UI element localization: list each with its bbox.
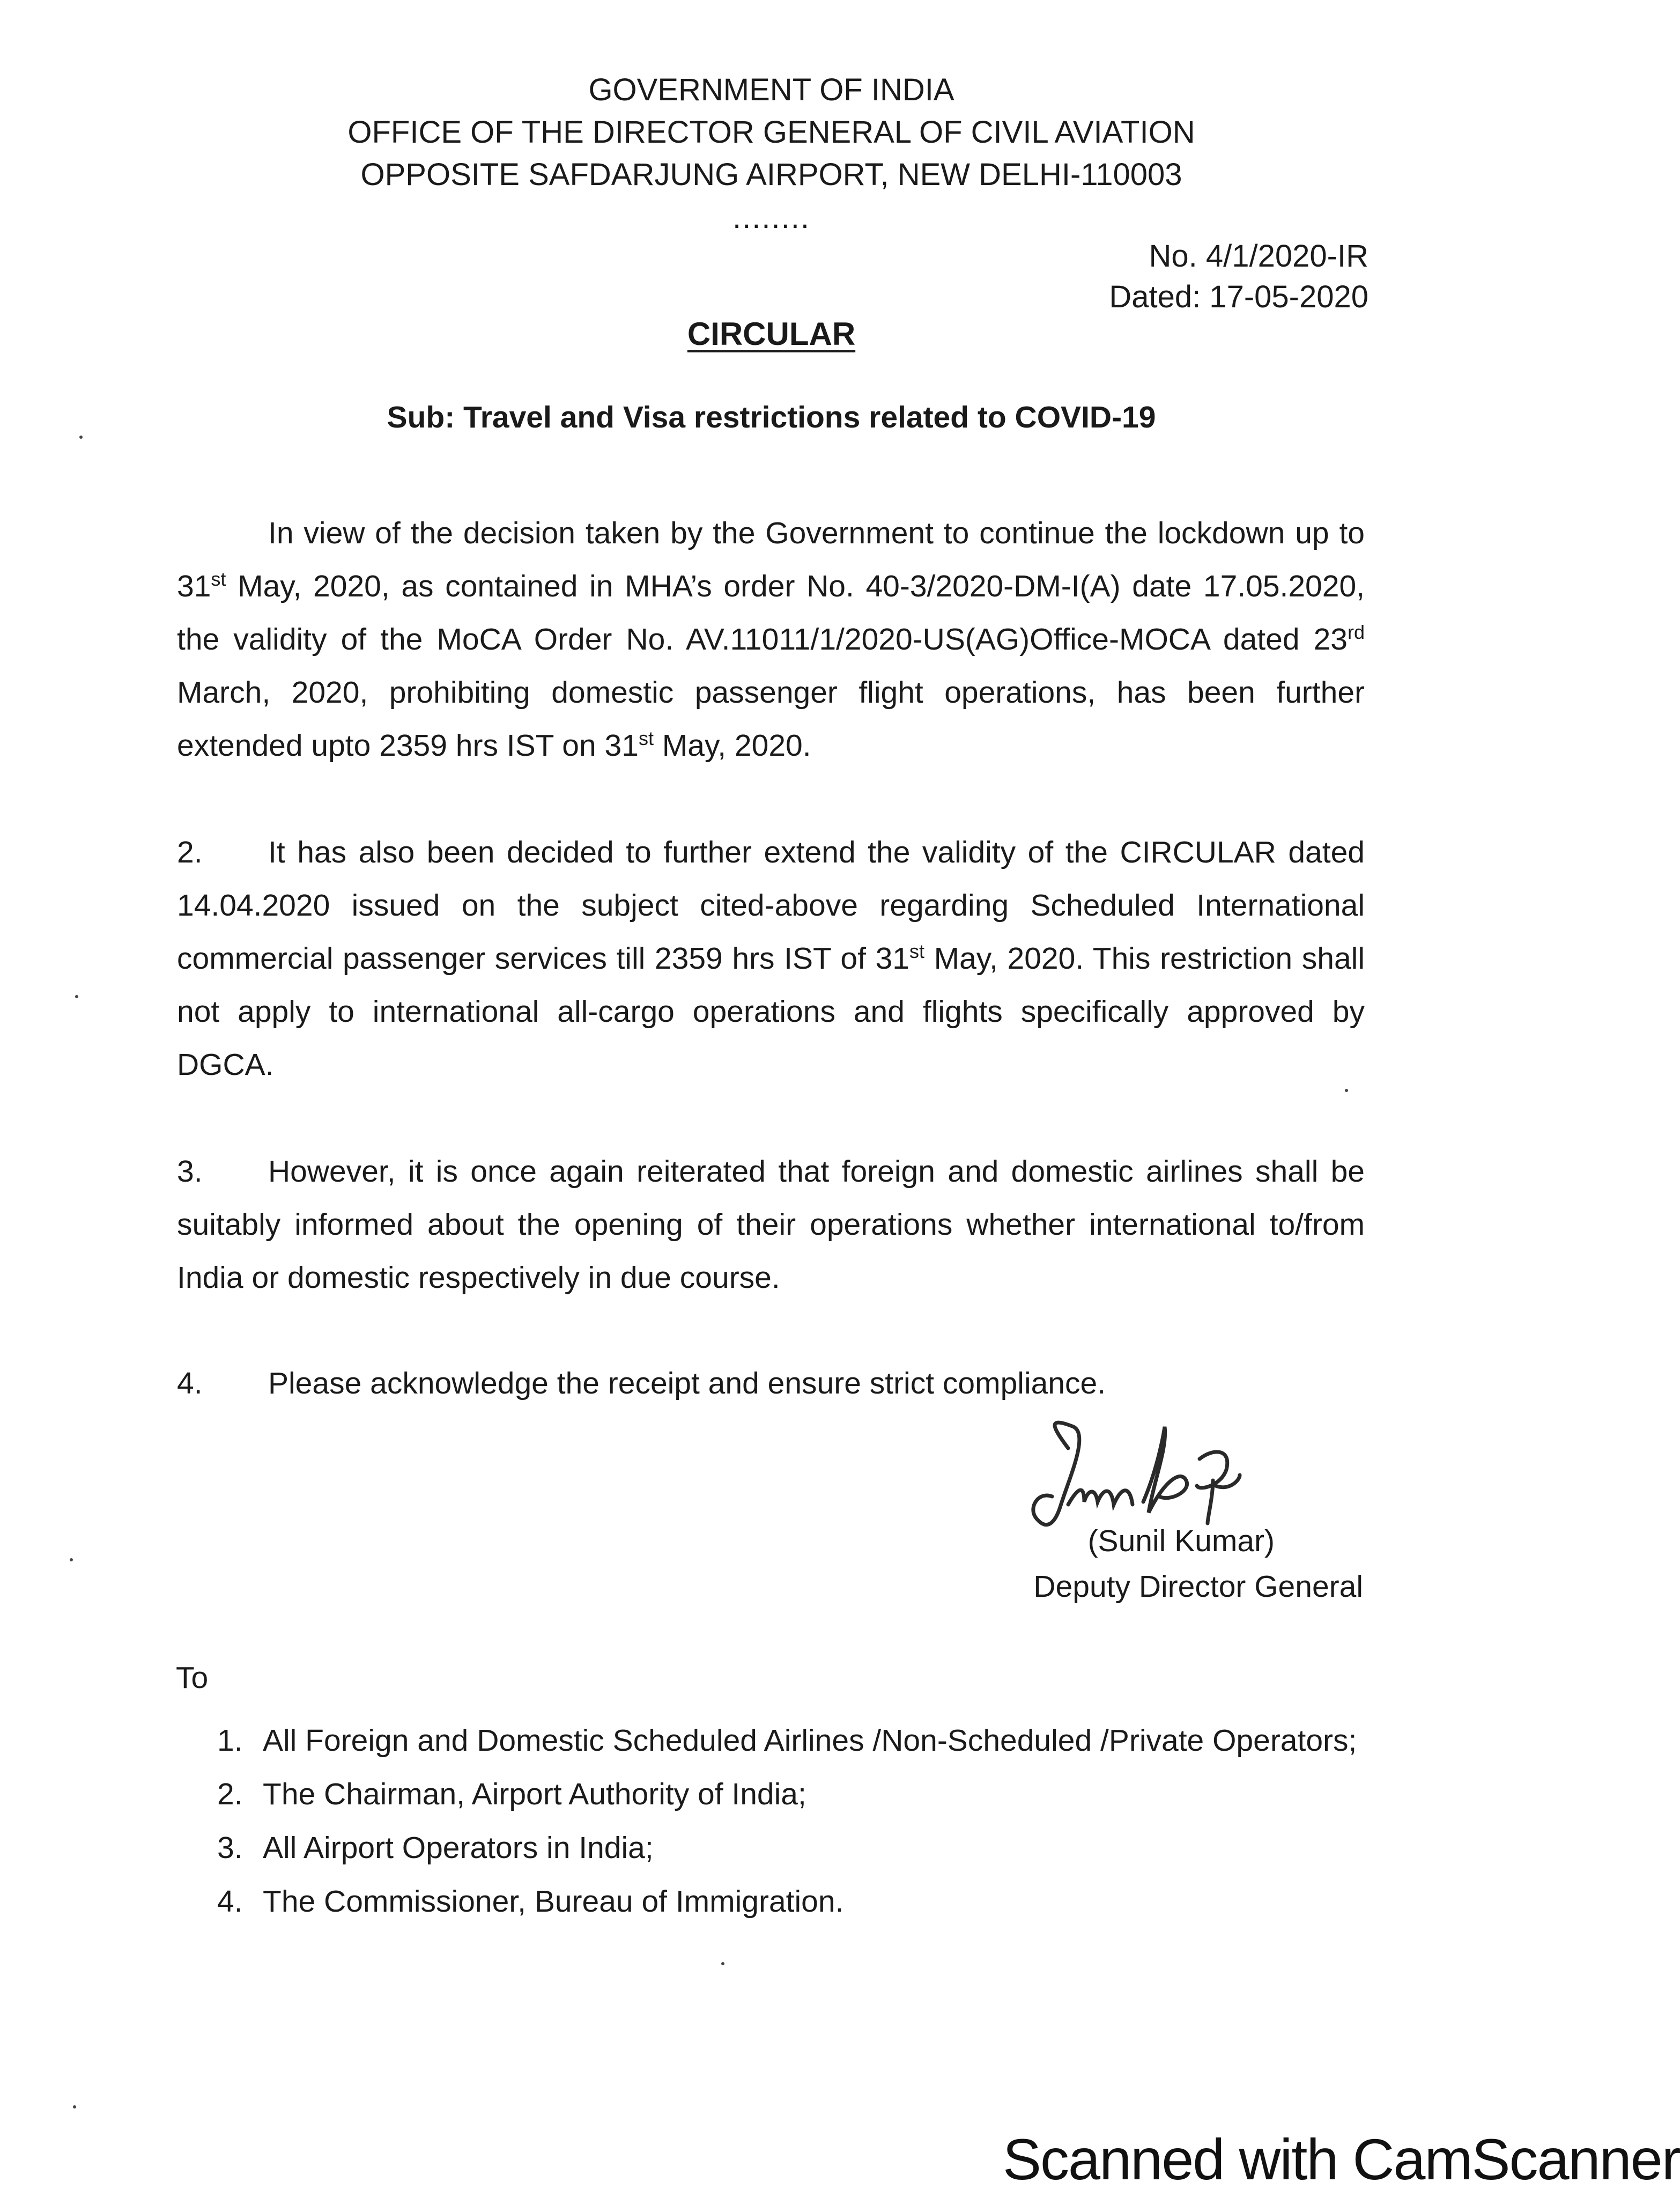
reference-date: Dated: 17-05-2020 (1109, 279, 1368, 314)
letterhead-dots: ........ (732, 200, 810, 235)
scan-speck (75, 995, 78, 998)
list-item (217, 1821, 1357, 1875)
paragraph-4 (177, 1357, 1365, 1410)
scan-speck (1345, 1089, 1348, 1092)
signatory-name: (Sunil Kumar) (1087, 1524, 1275, 1558)
paragraph-4-text: Please acknowledge the receipt and ensure strict compliance. (268, 1366, 1106, 1400)
list-item-text: All Airport Operators in India; (263, 1831, 654, 1865)
letterhead-line-2: OFFICE OF THE DIRECTOR GENERAL OF CIVIL AVIATION (347, 115, 1195, 150)
scan-speck (721, 1962, 724, 1965)
list-item-text: The Commissioner, Bureau of Immigration. (263, 1884, 844, 1919)
recipients-list (217, 1714, 1357, 1928)
paragraph-1-text-a: In view of the decision taken by the Government to continue the lockdown up to 31 (177, 516, 1365, 603)
paragraph-2-number: 2. (177, 835, 203, 869)
document-title: CIRCULAR (687, 316, 856, 352)
paragraph-1-sup-c: st (638, 727, 654, 749)
scan-speck (73, 2105, 76, 2108)
paragraph-1-text-d: May, 2020. (653, 728, 811, 763)
list-item-number: 1. (217, 1723, 243, 1758)
paragraph-3 (177, 1145, 1365, 1304)
paragraph-2-sup: st (909, 940, 924, 962)
paragraph-1 (177, 507, 1365, 772)
paragraph-2-text-a: It has also been decided to further extend the validity of the CIRCULAR dated 14.04.2020 issued on the subject cited-above regarding Scheduled International commercial passenger services till 2359 hrs IST of 31 (177, 835, 1365, 976)
paragraph-1-sup-a: st (211, 568, 226, 590)
letterhead (0, 69, 1543, 196)
paragraph-3-text: However, it is once again reiterated that foreign and domestic airlines shall be suitably informed about the opening of their operations whether international to/from India or domestic respectively in due course. (177, 1154, 1365, 1295)
list-item (217, 1767, 1357, 1821)
paragraph-4-number: 4. (177, 1366, 203, 1400)
reference-block (1109, 236, 1368, 318)
paragraph-1-text-b: May, 2020, as contained in MHA’s order No. 40-3/2020-DM-I(A) date 17.05.2020, the validity of the MoCA Order No. AV.11011/1/2020-US(AG)Office-MOCA dated 23 (177, 569, 1365, 657)
paragraph-1-sup-b: rd (1347, 621, 1365, 643)
list-item (217, 1875, 1357, 1928)
paragraph-3-number: 3. (177, 1154, 203, 1189)
letterhead-line-1: GOVERNMENT OF INDIA (588, 72, 954, 107)
reference-number: No. 4/1/2020-IR (1149, 239, 1368, 274)
scan-speck (79, 436, 83, 439)
list-item-number: 3. (217, 1831, 243, 1865)
list-item (217, 1714, 1357, 1767)
list-item-text: All Foreign and Domestic Scheduled Airlines /Non-Scheduled /Private Operators; (263, 1723, 1357, 1758)
list-item-number: 2. (217, 1777, 243, 1811)
signatory-designation: Deputy Director General (1033, 1569, 1363, 1604)
recipients-label: To (176, 1661, 209, 1695)
paragraph-2 (177, 826, 1365, 1092)
paragraph-2-text-b: May, 2020. This restriction shall not apply to international all-cargo operations and flights specifically approved by DGCA. (177, 941, 1365, 1082)
scanner-watermark: Scanned with CamScanner (1003, 2127, 1680, 2192)
subject-line: Sub: Travel and Visa restrictions related to COVID-19 (387, 400, 1156, 434)
paragraph-1-text-c: March, 2020, prohibiting domestic passenger flight operations, has been further extended upto 2359 hrs IST on 31 (177, 675, 1365, 763)
scan-speck (70, 1558, 73, 1561)
list-item-text: The Chairman, Airport Authority of India; (263, 1777, 806, 1811)
letterhead-line-3: OPPOSITE SAFDARJUNG AIRPORT, NEW DELHI-110003 (360, 157, 1182, 192)
list-item-number: 4. (217, 1884, 243, 1919)
